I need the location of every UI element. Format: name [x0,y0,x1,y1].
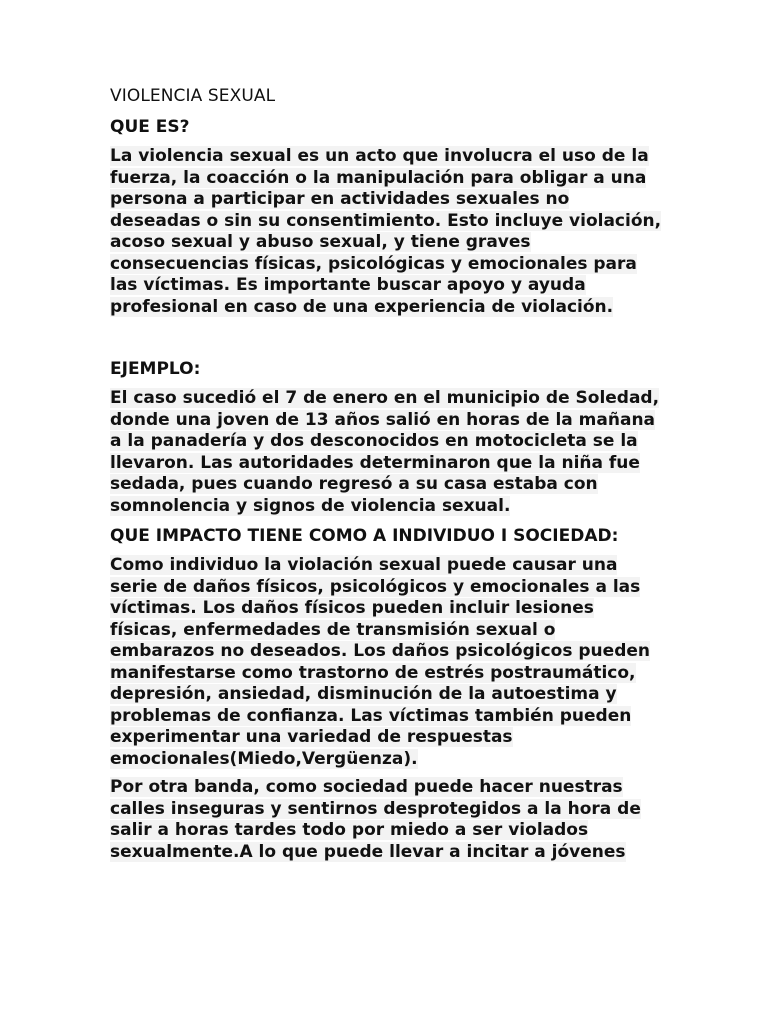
paragraph-spacer [110,325,662,357]
document-page [110,84,662,870]
paragraph-impact-individual [110,555,662,770]
section-heading-ejemplo: EJEMPLO: [110,359,201,379]
paragraph-definition [110,146,662,318]
paragraph-impact-individual-text: Como individuo la violación sexual puede causar una serie de daños físicos, psicológicos y emocionales a las víctimas. Los daños físicos pueden incluir lesiones físicas, enfermedades de transmisión sexual o embarazos no deseados. Los daños psicológicos pueden manifestarse como trastorno de estrés postraumático, depresión, ansiedad, disminución de la autoestima y problemas de confianza. Las víctimas también pueden experimentar una variedad de respuestas emocionales(Miedo,Vergüenza). [110,555,650,769]
section-heading-impacto: QUE IMPACTO TIENE COMO A INDIVIDUO I SOCIEDAD: [110,526,619,546]
paragraph-example [110,388,662,517]
paragraph-impact-society [110,777,662,863]
paragraph-impact-society-text: Por otra banda, como sociedad puede hacer nuestras calles inseguras y sentirnos desprotegidos a la hora de salir a horas tardes todo por miedo a ser violados sexualmente.A lo que puede llevar a incitar a jóvenes [110,777,641,862]
document-title: VIOLENCIA SEXUAL [110,86,276,106]
section-heading-que-es: QUE ES? [110,117,190,137]
paragraph-example-text: El caso sucedió el 7 de enero en el municipio de Soledad, donde una joven de 13 años salió en horas de la mañana a la panadería y dos desconocidos en motocicleta se la llevaron. Las autoridades determinaron que la niña fue sedada, pues cuando regresó a su casa estaba con somnolencia y signos de violencia sexual. [110,388,660,516]
paragraph-definition-text: La violencia sexual es un acto que involucra el uso de la fuerza, la coacción o la manipulación para obligar a una persona a participar en actividades sexuales no deseadas o sin su consentimiento. Esto incluye violación, acoso sexual y abuso sexual, y tiene graves consecuencias físicas, psicológicas y emocionales para las víctimas. Es importante buscar apoyo y ayuda profesional en caso de una experiencia de violación. [110,146,662,317]
